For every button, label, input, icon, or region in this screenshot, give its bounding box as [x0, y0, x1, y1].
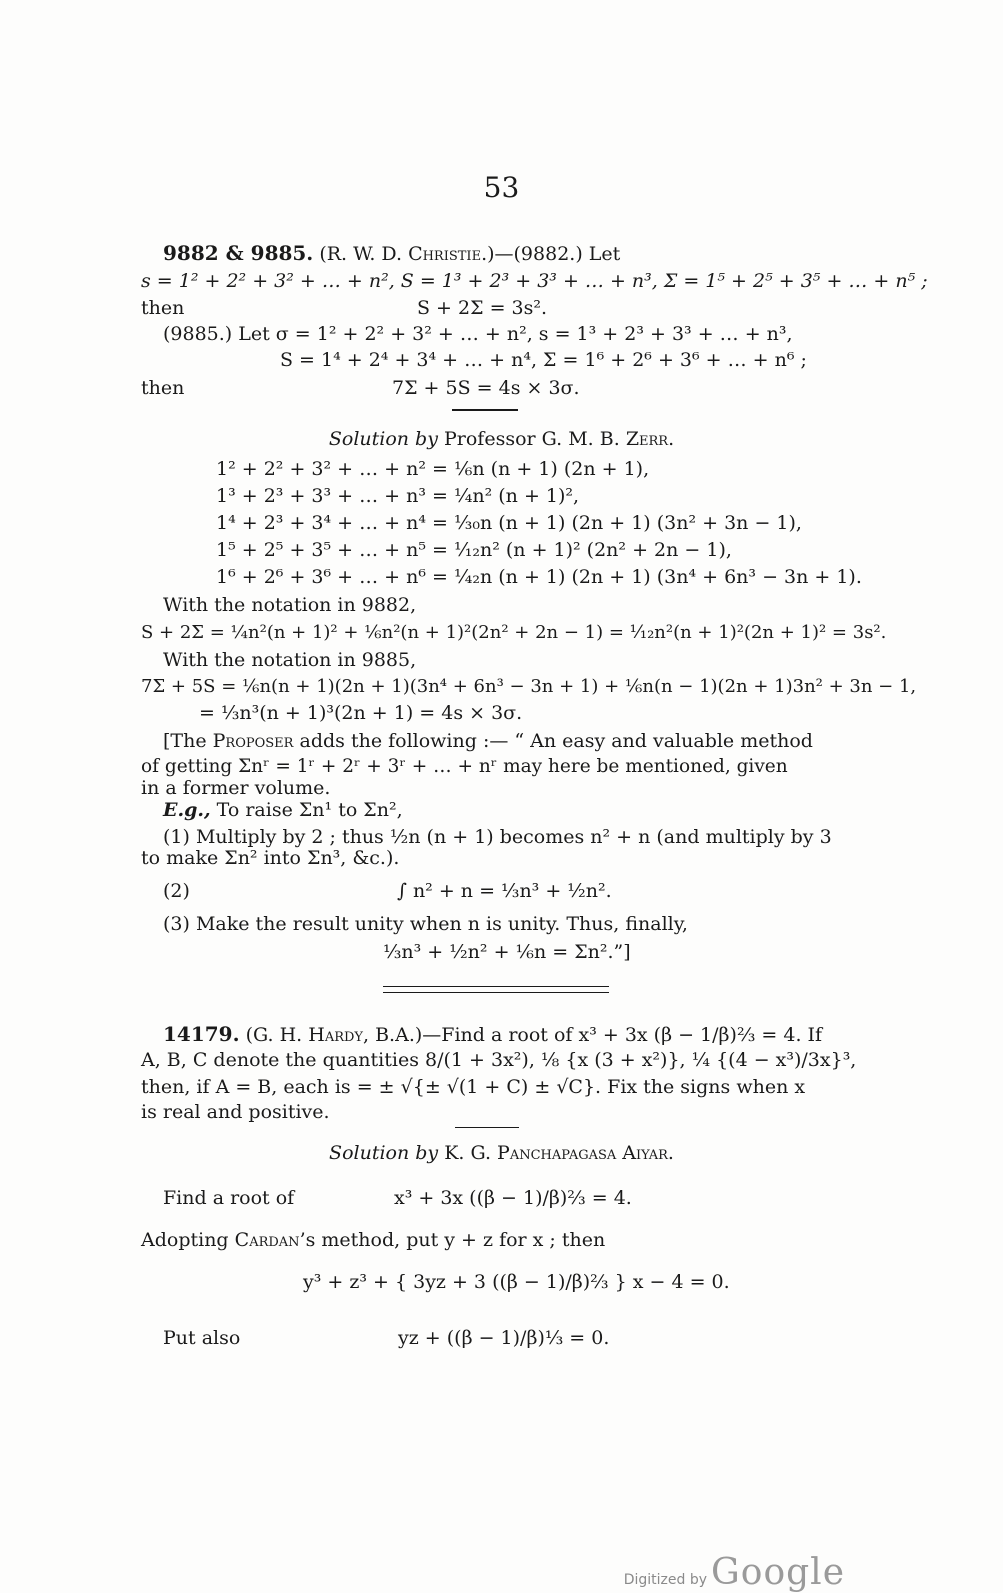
then-label: then [141, 377, 185, 399]
solution-heading [0, 1141, 1003, 1165]
question-text: is real and positive. [141, 1101, 330, 1123]
final-result: ⅓n³ + ½n² + ⅙n = Σn².”] [383, 941, 631, 963]
step-1: (1) Multiply by 2 ; thus ½n (n + 1) becomes n² + n (and multiply by 3 [163, 826, 832, 848]
equation: 7Σ + 5S = 4s × 3σ. [392, 377, 580, 399]
example-label: E.g., [163, 799, 211, 821]
note-line: of getting Σnʳ = 1ʳ + 2ʳ + 3ʳ + … + nʳ may here be mentioned, given [141, 756, 788, 777]
cardan-name: Cardan [234, 1229, 300, 1251]
definition-line: s = 1² + 2² + 3² + … + n², S = 1³ + 2³ + 3³ + … + n³, Σ = 1⁵ + 2⁵ + 3⁵ + … + n⁵ ; [141, 270, 928, 292]
put-equation: yz + ((β − 1)/β)⅓ = 0. [398, 1327, 610, 1349]
author-open: (R. W. D. [319, 243, 403, 265]
solution-heading [0, 427, 1003, 451]
equation: S + 2Σ = 3s². [417, 297, 548, 319]
solver-name: Professor G. M. B. [444, 428, 620, 450]
find-label: Find a root of [163, 1187, 295, 1209]
question-text: A, B, C denote the quantities 8/(1 + 3x²), ⅛ {x (3 + x²)}, ¼ {(4 − x³)/3x}³, [141, 1049, 857, 1071]
google-logo: Google [711, 1552, 845, 1593]
question-header-14179 [163, 1022, 822, 1047]
note-line: in a former volume. [141, 777, 331, 799]
part2-line: S = 1⁴ + 2⁴ + 3⁴ + … + n⁴, Σ = 1⁶ + 2⁶ + 3⁶ + … + n⁶ ; [280, 349, 807, 371]
put-label: Put also [163, 1327, 241, 1349]
substitution-equation: y³ + z³ + { 3yz + 3 ((β − 1)/β)⅔ } x − 4 = 0. [303, 1271, 730, 1293]
section-divider [383, 986, 609, 987]
author-name: Christie [408, 243, 482, 265]
step-2-equation: ∫ n² + n = ⅓n³ + ½n². [397, 880, 612, 902]
result-equation: 7Σ + 5S = ⅙n(n + 1)(2n + 1)(3n⁴ + 6n³ − 3n + 1) + ⅙n(n − 1)(2n + 1)3n² + 3n − 1, [141, 676, 917, 697]
solution-prefix: Solution by [329, 1142, 439, 1164]
adopt-open: Adopting [141, 1229, 229, 1251]
solver-name: K. G. Panchapagasa Aiyar. [444, 1142, 674, 1164]
sum-formula: 1² + 2² + 3² + … + n² = ⅙n (n + 1) (2n + 1), [216, 458, 650, 480]
part2-line: (9885.) Let σ = 1² + 2² + 3² + … + n², s = 1³ + 2³ + 3³ + … + n³, [163, 323, 793, 345]
adopt-rest: ’s method, put y + z for x ; then [299, 1229, 606, 1251]
author-open: (G. H. [245, 1024, 303, 1046]
proposer-note [163, 729, 813, 753]
digitized-watermark [624, 1552, 845, 1593]
cardan-line [141, 1228, 605, 1252]
page-number: 53 [483, 171, 520, 204]
step-3: (3) Make the result unity when n is unity. Thus, finally, [163, 913, 688, 935]
question-text: then, if A = B, each is = ± √{± √(1 + C) ± √C}. Fix the signs when x [141, 1076, 806, 1098]
short-rule [455, 1127, 519, 1128]
heading-period: . [668, 428, 675, 450]
sum-formula: 1³ + 2³ + 3³ + … + n³ = ¼n² (n + 1)², [216, 485, 580, 507]
author-name: Hardy [308, 1024, 364, 1046]
proposer-label: Proposer [212, 730, 294, 752]
step-1-cont: to make Σn² into Σn³, &c.). [141, 847, 400, 869]
sum-formula: 1⁶ + 2⁶ + 3⁶ + … + n⁶ = ¹⁄₄₂n (n + 1) (2n + 1) (3n⁴ + 6n³ − 3n + 1). [216, 566, 862, 588]
result-equation: S + 2Σ = ¼n²(n + 1)² + ⅙n²(n + 1)²(2n² + 2n − 1) = ¹⁄₁₂n²(n + 1)²(2n + 1)² = 3s². [141, 622, 887, 643]
sum-formula: 1⁴ + 2³ + 3⁴ + … + n⁴ = ¹⁄₃₀n (n + 1) (2n + 1) (3n² + 3n − 1), [216, 512, 802, 534]
solution-prefix: Solution by [328, 428, 438, 450]
notation-line: With the notation in 9885, [163, 649, 417, 671]
digitized-label: Digitized by [623, 1572, 708, 1588]
author-close: , B.A.)—Find a root of x³ + 3x (β − 1/β)⅔ = 4. If [363, 1024, 823, 1046]
then-label: then [141, 297, 185, 319]
author-close: .)—(9882.) Let [481, 243, 621, 265]
question-header-9882 [163, 241, 620, 266]
question-number: 14179. [163, 1022, 240, 1046]
section-divider [383, 992, 609, 993]
notation-line: With the notation in 9882, [163, 594, 417, 616]
question-number: 9882 & 9885. [163, 241, 314, 265]
step-2-label: (2) [163, 880, 190, 902]
result-equation: = ⅓n³(n + 1)³(2n + 1) = 4s × 3σ. [199, 702, 523, 724]
note-open: [The [163, 730, 207, 752]
example-line [163, 798, 403, 822]
note-text: adds the following :— “ An easy and valuable method [299, 730, 813, 752]
example-text: To raise Σn¹ to Σn², [216, 799, 403, 821]
solver-surname: Zerr [625, 428, 669, 450]
sum-formula: 1⁵ + 2⁵ + 3⁵ + … + n⁵ = ¹⁄₁₂n² (n + 1)² (2n² + 2n − 1), [216, 539, 732, 561]
short-rule [452, 409, 518, 411]
find-equation: x³ + 3x ((β − 1)/β)⅔ = 4. [394, 1187, 632, 1209]
